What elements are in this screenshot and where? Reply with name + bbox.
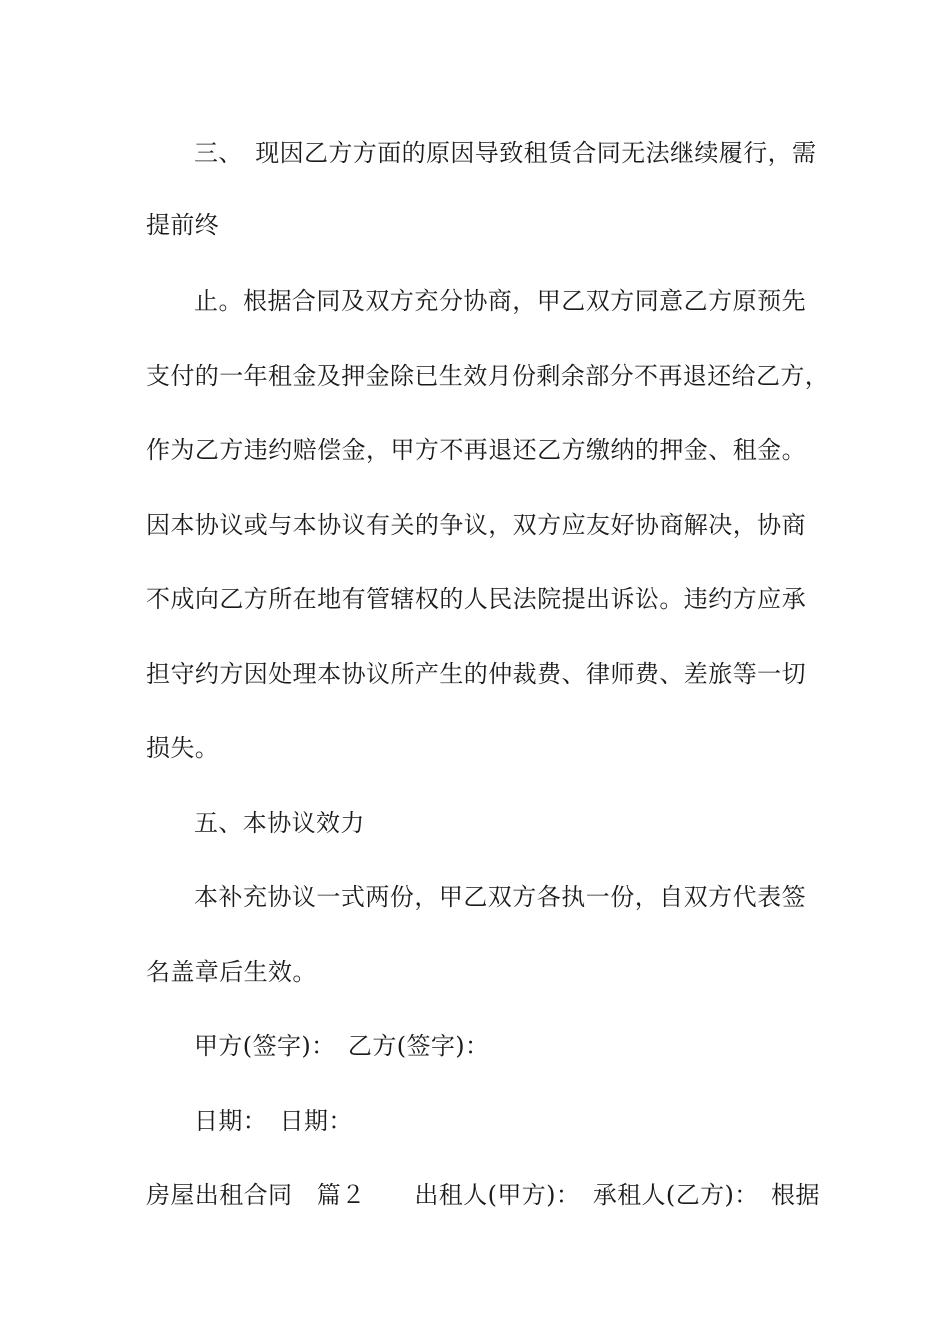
paragraph-line: 因本协议或与本协议有关的争议，双方应友好协商解决，协商 — [146, 511, 806, 539]
paragraph-line: 本补充协议一式两份，甲乙双方各执一份，自双方代表签 — [194, 883, 806, 911]
paragraph-line: 支付的一年租金及押金除已生效月份剩余部分不再退还给乙方， — [146, 362, 830, 390]
paragraph-line: 损失。 — [146, 734, 220, 762]
paragraph-line: 不成向乙方所在地有管辖权的人民法院提出诉讼。违约方应承 — [146, 585, 806, 613]
paragraph-line: 三、 现因乙方方面的原因导致租赁合同无法继续履行，需 — [194, 139, 817, 167]
signature-line: 甲方(签字)： 乙方(签字)： — [194, 1032, 490, 1060]
paragraph-line: 名盖章后生效。 — [146, 958, 317, 986]
paragraph-line: 担守约方因处理本协议所产生的仲裁费、律师费、差旅等一切 — [146, 660, 806, 688]
paragraph-line: 止。根据合同及双方充分协商，甲乙双方同意乙方原预先 — [194, 287, 806, 315]
paragraph-line: 提前终 — [146, 211, 220, 239]
date-line: 日期： 日期： — [194, 1107, 353, 1135]
contract-heading-line: 房屋出租合同 篇２ 出租人(甲方)： 承租人(乙方)： 根据 — [146, 1181, 820, 1209]
paragraph-line: 作为乙方违约赔偿金，甲方不再退还乙方缴纳的押金、租金。 — [146, 436, 806, 464]
section-heading: 五、本协议效力 — [194, 809, 365, 837]
